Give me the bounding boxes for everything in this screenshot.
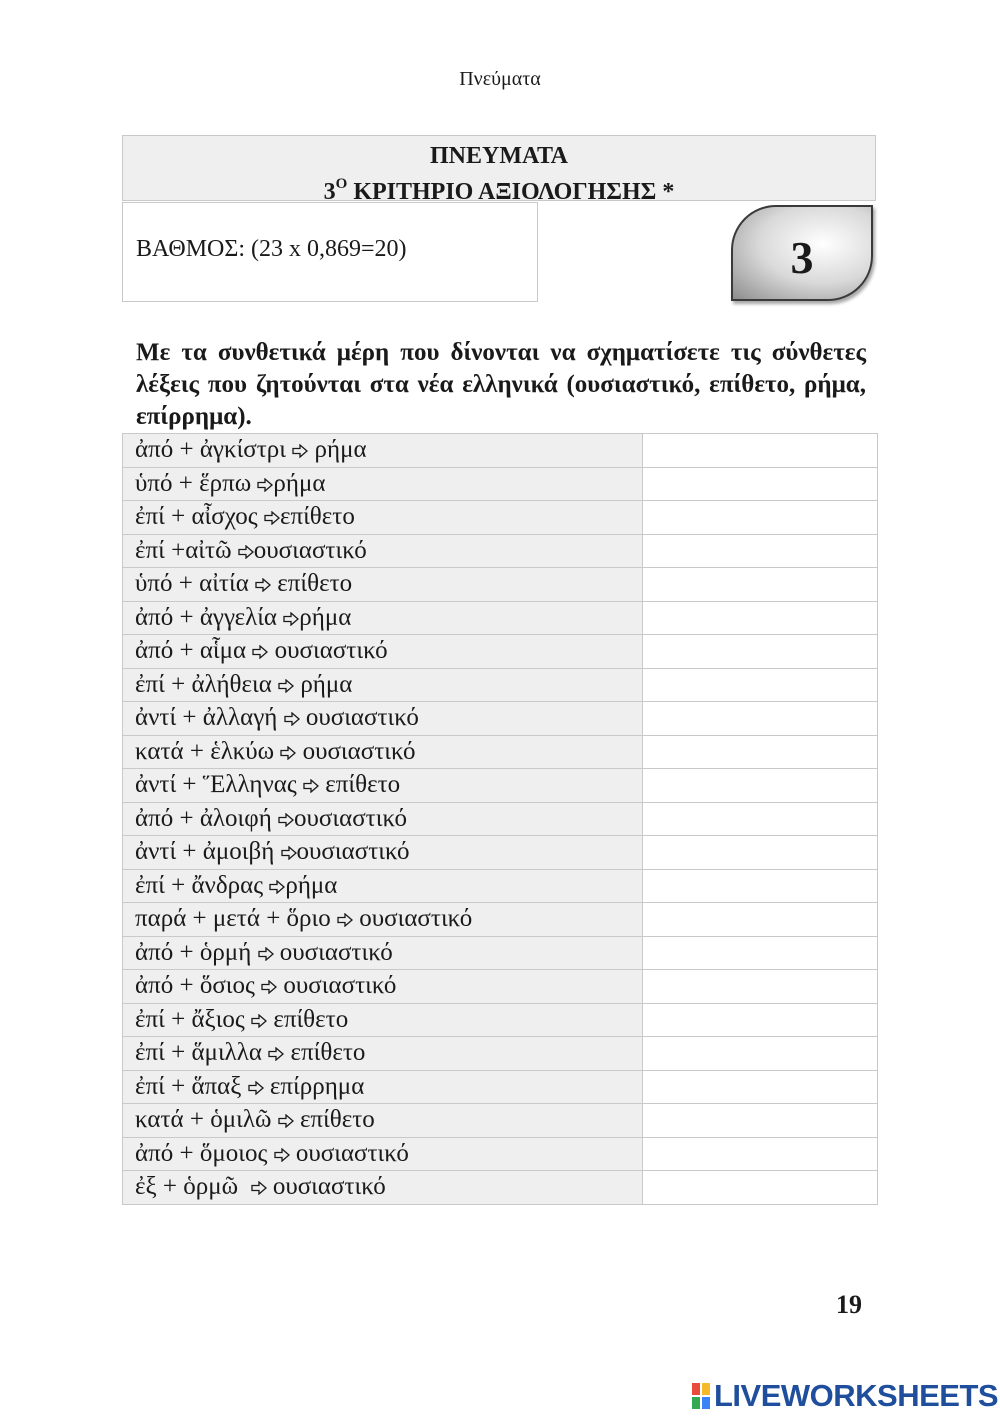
exercise-answer-cell xyxy=(643,1003,878,1037)
exercise-target: ουσιαστικό xyxy=(277,972,397,1000)
table-row xyxy=(123,434,878,468)
exercise-target: ουσιαστικό xyxy=(294,804,408,832)
exercise-answer-cell xyxy=(643,1137,878,1171)
right-arrow-icon xyxy=(337,905,353,932)
exercise-parts: παρά + μετά + ὅριο xyxy=(135,905,337,933)
ordinal-superscript: Ο xyxy=(335,176,348,192)
exercise-target: επίθετο xyxy=(267,1005,349,1033)
table-row xyxy=(123,601,878,635)
exercise-answer-cell xyxy=(643,1070,878,1104)
exercise-answer-cell xyxy=(643,568,878,602)
exercise-target: ουσιαστικό xyxy=(268,637,388,665)
exercise-answer-cell xyxy=(643,735,878,769)
right-arrow-icon xyxy=(264,503,280,530)
exercise-target: ουσιαστικό xyxy=(289,1139,409,1167)
exercise-answer-cell xyxy=(643,802,878,836)
answer-input[interactable] xyxy=(643,1138,877,1170)
right-arrow-icon xyxy=(278,1106,294,1133)
answer-input[interactable] xyxy=(643,669,877,701)
answer-input[interactable] xyxy=(643,602,877,634)
exercise-parts: ἐπί + ἅμιλλα xyxy=(135,1039,269,1067)
exercise-answer-cell xyxy=(643,702,878,736)
exercise-parts: ἐπί + ἄξιος xyxy=(135,1005,252,1033)
table-row xyxy=(123,1104,878,1138)
answer-input[interactable] xyxy=(643,836,877,868)
exercise-prompt xyxy=(123,668,643,702)
exercise-prompt xyxy=(123,836,643,870)
table-row xyxy=(123,1070,878,1104)
exercise-target: επίθετο xyxy=(293,1106,375,1134)
table-row xyxy=(123,735,878,769)
level-badge-number: 3 xyxy=(790,231,814,283)
exercise-target: ουσιαστικό xyxy=(273,938,393,966)
exercise-parts: ἀπό + ὁρμή xyxy=(135,938,258,966)
exercise-parts: ἐπί +αἰτῶ xyxy=(135,536,238,564)
exercise-prompt xyxy=(123,1037,643,1071)
right-arrow-icon xyxy=(252,637,268,664)
table-row xyxy=(123,903,878,937)
exercise-prompt xyxy=(123,869,643,903)
table-row xyxy=(123,970,878,1004)
table-row xyxy=(123,635,878,669)
exercise-answer-cell xyxy=(643,601,878,635)
answer-input[interactable] xyxy=(643,870,877,902)
right-arrow-icon xyxy=(281,838,297,865)
logo-square xyxy=(702,1397,710,1409)
exercise-target: επίθετο xyxy=(271,570,353,598)
exercise-prompt xyxy=(123,970,643,1004)
exercise-target: ρήμα xyxy=(308,436,367,464)
exercise-parts: κατά + ἑλκύω xyxy=(135,737,281,765)
right-arrow-icon xyxy=(303,771,319,798)
exercise-prompt xyxy=(123,1137,643,1171)
answer-input[interactable] xyxy=(643,970,877,1002)
logo-square xyxy=(692,1397,700,1409)
table-row xyxy=(123,802,878,836)
exercise-prompt xyxy=(123,1003,643,1037)
table-row xyxy=(123,668,878,702)
running-header: Πνεύματα xyxy=(459,68,541,90)
table-row xyxy=(123,1003,878,1037)
exercise-parts: κατά + ὁμιλῶ xyxy=(135,1106,278,1134)
exercise-parts: ἀπό + αἷμα xyxy=(135,637,253,665)
exercise-answer-cell xyxy=(643,970,878,1004)
exercise-target: ρήμα xyxy=(299,603,352,631)
answer-input[interactable] xyxy=(643,769,877,801)
table-row xyxy=(123,568,878,602)
right-arrow-icon xyxy=(278,671,294,698)
exercise-parts: ὑπό + ἕρπω xyxy=(135,469,258,497)
table-row xyxy=(123,936,878,970)
exercise-prompt xyxy=(123,501,643,535)
exercise-target: ρήμα xyxy=(294,670,353,698)
exercise-parts: ἀπό + ὅμοιος xyxy=(135,1139,274,1167)
exercise-parts: ἐπί + ἄνδρας xyxy=(135,871,270,899)
right-arrow-icon xyxy=(280,738,296,765)
table-row xyxy=(123,702,878,736)
exercise-answer-cell xyxy=(643,501,878,535)
table-row xyxy=(123,769,878,803)
answer-input[interactable] xyxy=(643,1004,877,1036)
answer-input[interactable] xyxy=(643,937,877,969)
grade-box xyxy=(122,202,538,302)
answer-input[interactable] xyxy=(643,702,877,734)
answer-input[interactable] xyxy=(643,568,877,600)
exercise-answer-cell xyxy=(643,534,878,568)
exercise-prompt xyxy=(123,467,643,501)
right-arrow-icon xyxy=(255,570,271,597)
exercise-prompt xyxy=(123,769,643,803)
exercise-answer-cell xyxy=(643,1037,878,1071)
exercise-prompt xyxy=(123,601,643,635)
right-arrow-icon xyxy=(283,604,299,631)
table-row xyxy=(123,467,878,501)
logo-square xyxy=(692,1383,700,1395)
exercise-target: ουσιαστικό xyxy=(296,737,416,765)
exercise-target: ουσιαστικό xyxy=(299,704,419,732)
exercise-answer-cell xyxy=(643,1104,878,1138)
answer-input[interactable] xyxy=(643,468,877,500)
right-arrow-icon xyxy=(278,805,294,832)
right-arrow-icon xyxy=(251,1006,267,1033)
answer-input[interactable] xyxy=(643,736,877,768)
exercise-answer-cell xyxy=(643,434,878,468)
table-row xyxy=(123,836,878,870)
table-row xyxy=(123,1037,878,1071)
answer-input[interactable] xyxy=(643,1104,877,1136)
table-row xyxy=(123,1171,878,1205)
answer-input[interactable] xyxy=(643,903,877,935)
right-arrow-icon xyxy=(248,1073,264,1100)
exercise-parts: ἀπό + ἀγγελία xyxy=(135,603,284,631)
logo-square xyxy=(702,1383,710,1395)
exercise-target: ουσιαστικό xyxy=(353,905,473,933)
title-box xyxy=(122,135,876,205)
exercise-answer-cell xyxy=(643,1171,878,1205)
answer-input[interactable] xyxy=(643,635,877,667)
exercise-table xyxy=(122,433,878,1205)
exercise-prompt xyxy=(123,635,643,669)
answer-input[interactable] xyxy=(643,434,877,466)
exercise-answer-cell xyxy=(643,836,878,870)
exercise-target: επίθετο xyxy=(279,503,355,531)
exercise-parts: ἐπί + ἅπαξ xyxy=(135,1072,248,1100)
exercise-answer-cell xyxy=(643,903,878,937)
right-arrow-icon xyxy=(257,470,273,497)
exercise-answer-cell xyxy=(643,869,878,903)
exercise-prompt xyxy=(123,568,643,602)
right-arrow-icon xyxy=(274,1140,290,1167)
table-row xyxy=(123,534,878,568)
exercise-target: ρήμα xyxy=(273,469,326,497)
brand-footer xyxy=(692,1378,998,1414)
exercise-target: ουσιαστικό xyxy=(266,1173,386,1201)
answer-input[interactable] xyxy=(643,1037,877,1069)
exercise-prompt xyxy=(123,936,643,970)
right-arrow-icon xyxy=(251,1173,267,1200)
exercise-parts: ἀντί + Ἕλληνας xyxy=(135,771,304,799)
answer-input[interactable] xyxy=(643,1071,877,1103)
exercise-prompt xyxy=(123,802,643,836)
right-arrow-icon xyxy=(292,436,308,463)
instructions: Με τα συνθετικά μέρη που δίνονται να σχηματίσετε τις σύνθετες λέξεις που ζητούνται στα νέα ελληνικά (ουσιαστικό, επίθετο, ρήμα, επίρρημα). xyxy=(136,339,866,430)
answer-input[interactable] xyxy=(643,501,877,533)
exercise-parts: ἀντί + ἀμοιβή xyxy=(135,838,281,866)
exercise-answer-cell xyxy=(643,769,878,803)
exercise-target: επίρρημα xyxy=(263,1072,365,1100)
exercise-prompt xyxy=(123,1171,643,1205)
exercise-prompt xyxy=(123,903,643,937)
exercise-parts: ἀπό + ἀλοιφή xyxy=(135,804,279,832)
exercise-answer-cell xyxy=(643,668,878,702)
criterion-number: 3 xyxy=(323,179,336,205)
exercise-prompt xyxy=(123,534,643,568)
level-badge xyxy=(731,205,873,301)
exercise-answer-cell xyxy=(643,467,878,501)
exercise-prompt xyxy=(123,1104,643,1138)
exercise-parts: ὑπό + αἰτία xyxy=(135,570,256,598)
right-arrow-icon xyxy=(284,704,300,731)
exercise-target: ουσιαστικό xyxy=(296,838,410,866)
exercise-parts: ἐξ + ὁρμῶ xyxy=(135,1173,251,1201)
exercise-answer-cell xyxy=(643,635,878,669)
right-arrow-icon xyxy=(258,939,274,966)
right-arrow-icon xyxy=(268,1039,284,1066)
exercise-answer-cell xyxy=(643,936,878,970)
answer-input[interactable] xyxy=(643,1171,877,1203)
page-number: 19 xyxy=(836,1290,862,1319)
exercise-prompt xyxy=(123,1070,643,1104)
answer-input[interactable] xyxy=(643,535,877,567)
exercise-parts: ἀπό + ἀγκίστρι xyxy=(135,436,293,464)
right-arrow-icon xyxy=(238,537,254,564)
exercise-target: επίθετο xyxy=(284,1039,366,1067)
grade-label: ΒΑΘΜΟΣ: (23 x 0,869=20) xyxy=(136,236,407,262)
exercise-parts: ἀντί + ἀλλαγή xyxy=(135,704,284,732)
exercise-parts: ἐπί + ἀλήθεια xyxy=(135,670,279,698)
right-arrow-icon xyxy=(269,872,285,899)
exercise-prompt xyxy=(123,735,643,769)
liveworksheets-logo-icon xyxy=(692,1383,710,1409)
table-row xyxy=(123,1137,878,1171)
answer-input[interactable] xyxy=(643,803,877,835)
table-row xyxy=(123,869,878,903)
exercise-parts: ἐπί + αἶσχος xyxy=(135,503,264,531)
exercise-target: επίθετο xyxy=(319,771,401,799)
exercise-prompt xyxy=(123,702,643,736)
exercise-prompt xyxy=(123,434,643,468)
title-line-1: ΠΝΕΥΜΑΤΑ xyxy=(430,143,568,169)
exercise-target: ρήμα xyxy=(285,871,338,899)
brand-text: LIVEWORKSHEETS xyxy=(714,1378,999,1413)
exercise-parts: ἀπό + ὅσιος xyxy=(135,972,262,1000)
right-arrow-icon xyxy=(261,972,277,999)
criterion-title: ΚΡΙΤΗΡΙΟ ΑΞΙΟΛΟΓΗΣΗΣ * xyxy=(347,179,675,205)
table-row xyxy=(123,501,878,535)
exercise-target: ουσιαστικό xyxy=(253,536,367,564)
